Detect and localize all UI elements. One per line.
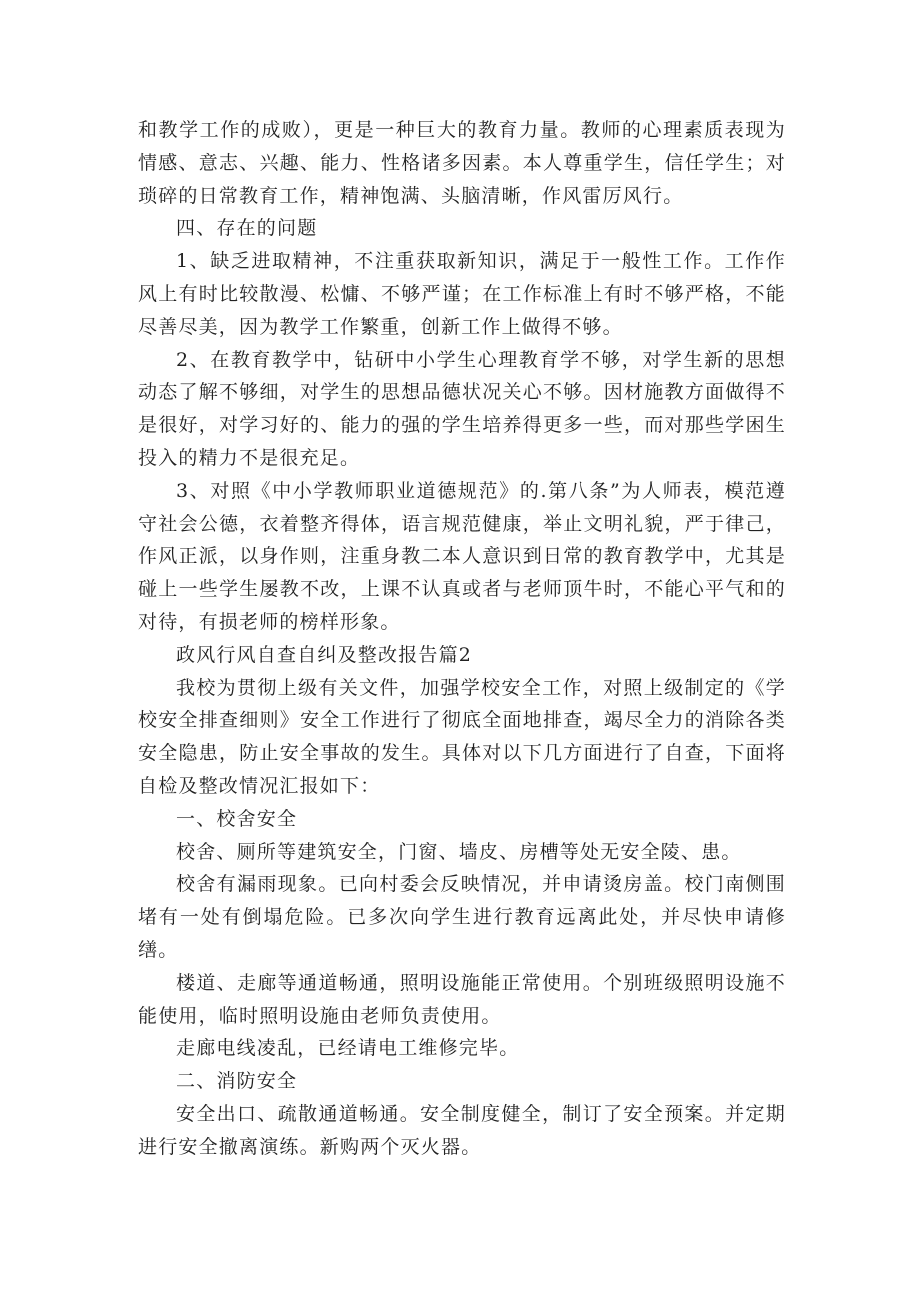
paragraph-building-4: 走廊电线凌乱，已经请电工维修完毕。 bbox=[176, 1037, 520, 1060]
paragraph-1: 和教学工作的成败），更是一种巨大的教育力量。教师的心理素质表现为情感、意志、兴趣、能力、性格诸多因素。本人尊重学生，信任学生；对琐碎的日常教育工作，精神饱满、头脑清晰，作风雷厉风行。 bbox=[138, 119, 786, 207]
section-heading-building-safety: 一、校舍安全 bbox=[176, 807, 298, 830]
paragraph-building-3: 楼道、走廊等通道畅通，照明设施能正常使用。个别班级照明设施不能使用，临时照明设施由老师负责使用。 bbox=[138, 971, 786, 1027]
paragraph-fire-1: 安全出口、疏散通道畅通。安全制度健全，制订了安全预案。并定期进行安全撤离演练。新购两个灭火器。 bbox=[138, 1102, 786, 1158]
paragraph-problem-2: 2、在教育教学中，钻研中小学生心理教育学不够，对学生新的思想动态了解不够细，对学生的思想品德状况关心不够。因材施教方面做得不是很好，对学习好的、能力的强的学生培养得更多一些，而对那些学困生投入的精力不是很充足。 bbox=[138, 348, 786, 469]
paragraph-building-2: 校舍有漏雨现象。已向村委会反映情况，并申请烫房盖。校门南侧围堵有一处有倒塌危险。已多次向学生进行教育远离此处，并尽快申请修缮。 bbox=[138, 873, 786, 961]
section-heading-fire-safety: 二、消防安全 bbox=[176, 1070, 298, 1093]
paragraph-problem-3: 3、对照《中小学教师职业道德规范》的.第八条”为人师表，模范遵守社会公德，衣着整齐得体，语言规范健康，举止文明礼貌，严于律己，作风正派，以身作则，注重身教二本人意识到日常的教育教学中，尤其是碰上一些学生屡教不改，上课不认真或者与老师顶牛时，不能心平气和的对待，有损老师的榜样形象。 bbox=[138, 479, 786, 633]
paragraph-intro: 我校为贯彻上级有关文件，加强学校安全工作，对照上级制定的《学校安全排查细则》安全工作进行了彻底全面地排查，竭尽全力的消除各类安全隐患，防止安全事故的发生。具体对以下几方面进行了自查，下面将自检及整改情况汇报如下： bbox=[138, 676, 786, 797]
paragraph-problem-1: 1、缺乏进取精神，不注重获取新知识，满足于一般性工作。工作作风上有时比较散漫、松慵、不够严谨；在工作标准上有时不够严格，不能尽善尽美，因为教学工作繁重，创新工作上做得不够。 bbox=[138, 250, 786, 338]
paragraph-building-1: 校舍、厕所等建筑安全，门窗、墙皮、房槽等处无安全陵、患。 bbox=[176, 840, 742, 863]
report-title-part2: 政风行风自查自纠及整改报告篇2 bbox=[176, 643, 473, 666]
section-heading-problems: 四、存在的问题 bbox=[176, 217, 318, 240]
document-body bbox=[138, 114, 786, 1164]
